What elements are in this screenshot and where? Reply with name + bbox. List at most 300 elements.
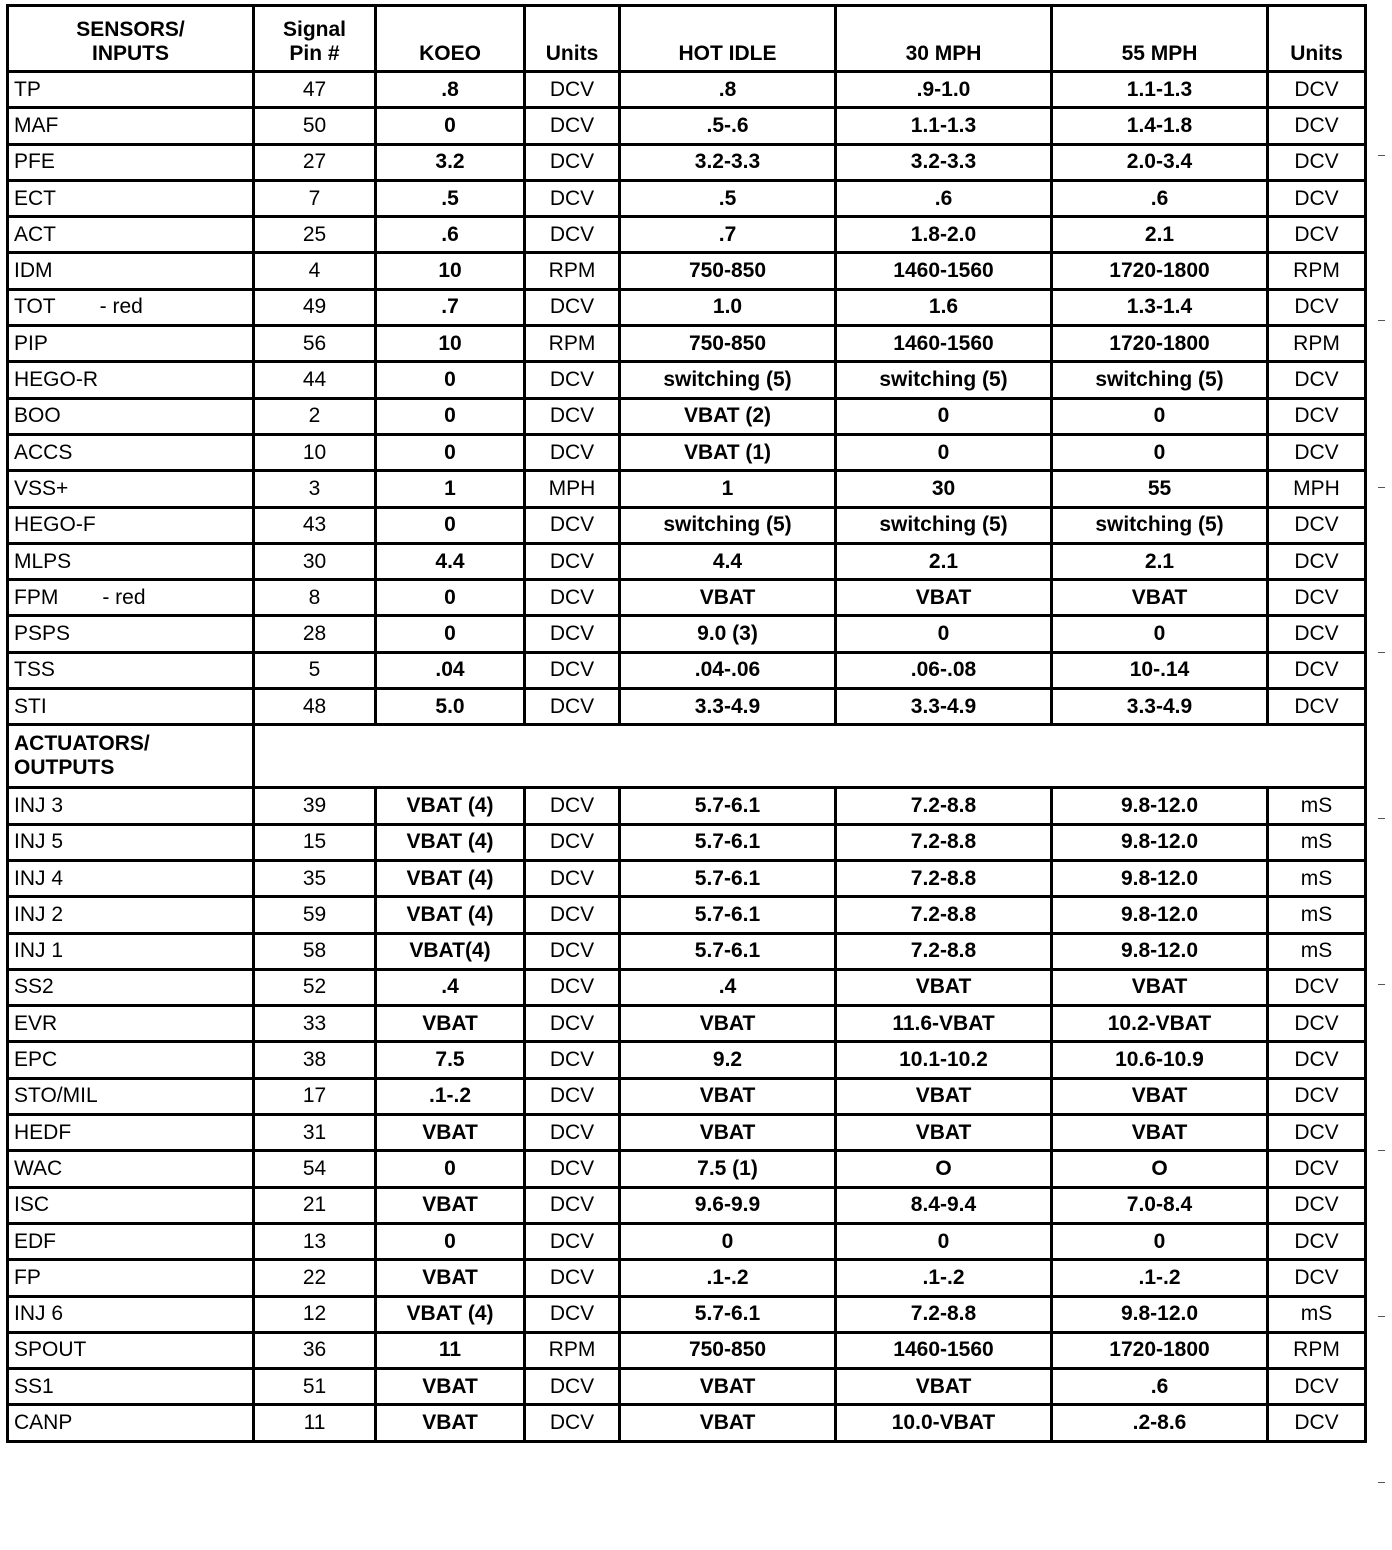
mph55-cell: VBAT: [1052, 1078, 1268, 1114]
hot-idle-cell: .1-.2: [620, 1260, 836, 1296]
units2-cell: mS: [1268, 860, 1366, 896]
pin-cell: 22: [254, 1260, 376, 1296]
component-name-cell: [8, 689, 254, 725]
units-cell: DCV: [525, 72, 620, 108]
hot-idle-cell: 5.7-6.1: [620, 897, 836, 933]
hot-idle-cell: 750-850: [620, 326, 836, 362]
pin-cell: 3: [254, 471, 376, 507]
header-sensors-inputs: [8, 6, 254, 72]
header-pin-line1: Signal: [282, 18, 346, 41]
mph30-cell: 1.1-1.3: [836, 108, 1052, 144]
component-name: SPOUT: [14, 1338, 87, 1362]
units-cell: DCV: [525, 689, 620, 725]
hot-idle-cell: VBAT: [620, 1078, 836, 1114]
component-name: HEGO-F: [14, 513, 96, 537]
mph55-cell: 2.1: [1052, 217, 1268, 253]
units2-cell: DCV: [1268, 362, 1366, 398]
mph30-cell: .1-.2: [836, 1260, 1052, 1296]
actuators-section-header: [8, 725, 1366, 788]
pin-cell: 43: [254, 507, 376, 543]
mph55-cell: .1-.2: [1052, 1260, 1268, 1296]
component-name-cell: [8, 1296, 254, 1332]
mph55-cell: 9.8-12.0: [1052, 1296, 1268, 1332]
hot-idle-cell: .5: [620, 180, 836, 216]
header-koeo: KOEO: [376, 6, 525, 72]
units2-cell: DCV: [1268, 1369, 1366, 1405]
mph55-cell: .6: [1052, 1369, 1268, 1405]
component-name-cell: [8, 788, 254, 824]
units2-cell: DCV: [1268, 180, 1366, 216]
koeo-cell: .6: [376, 217, 525, 253]
mph55-cell: .6: [1052, 180, 1268, 216]
koeo-cell: VBAT (4): [376, 897, 525, 933]
mph55-cell: 10-.14: [1052, 652, 1268, 688]
units-cell: DCV: [525, 543, 620, 579]
units-cell: DCV: [525, 362, 620, 398]
hot-idle-cell: 9.0 (3): [620, 616, 836, 652]
units2-cell: DCV: [1268, 1115, 1366, 1151]
component-name: STO/MIL: [14, 1084, 98, 1108]
hot-idle-cell: VBAT: [620, 1115, 836, 1151]
mph30-cell: VBAT: [836, 1369, 1052, 1405]
hot-idle-cell: .5-.6: [620, 108, 836, 144]
component-name: TSS: [14, 658, 55, 682]
mph55-cell: switching (5): [1052, 507, 1268, 543]
pin-cell: 21: [254, 1187, 376, 1223]
units-cell: RPM: [525, 326, 620, 362]
mph55-cell: 1.1-1.3: [1052, 72, 1268, 108]
mph30-cell: 3.2-3.3: [836, 144, 1052, 180]
pin-cell: 47: [254, 72, 376, 108]
mph30-cell: VBAT: [836, 1078, 1052, 1114]
mph30-cell: 0: [836, 616, 1052, 652]
margin-tick: [1378, 1316, 1385, 1317]
component-name-cell: [8, 253, 254, 289]
hot-idle-cell: VBAT: [620, 580, 836, 616]
units2-cell: DCV: [1268, 652, 1366, 688]
hot-idle-cell: .4: [620, 969, 836, 1005]
component-name: HEDF: [14, 1120, 72, 1144]
pin-cell: 52: [254, 969, 376, 1005]
koeo-cell: 0: [376, 434, 525, 470]
mph55-cell: 1720-1800: [1052, 253, 1268, 289]
units-cell: DCV: [525, 580, 620, 616]
component-name: TP: [14, 77, 41, 101]
koeo-cell: 10: [376, 326, 525, 362]
pin-cell: 38: [254, 1042, 376, 1078]
table-row: [8, 1260, 1366, 1296]
component-name-cell: [8, 108, 254, 144]
units2-cell: DCV: [1268, 1187, 1366, 1223]
component-name-cell: [8, 289, 254, 325]
units2-cell: DCV: [1268, 398, 1366, 434]
units2-cell: DCV: [1268, 1078, 1366, 1114]
pin-cell: 31: [254, 1115, 376, 1151]
mph55-cell: O: [1052, 1151, 1268, 1187]
table-row: [8, 326, 1366, 362]
mph55-cell: 3.3-4.9: [1052, 689, 1268, 725]
koeo-cell: 0: [376, 580, 525, 616]
units-cell: DCV: [525, 1187, 620, 1223]
margin-tick: [1378, 984, 1385, 985]
mph30-cell: 3.3-4.9: [836, 689, 1052, 725]
component-name: SS1: [14, 1374, 54, 1398]
units-cell: DCV: [525, 860, 620, 896]
component-name-cell: [8, 1260, 254, 1296]
koeo-cell: 0: [376, 1223, 525, 1259]
koeo-cell: VBAT (4): [376, 788, 525, 824]
koeo-cell: .8: [376, 72, 525, 108]
mph30-cell: 0: [836, 1223, 1052, 1259]
pin-cell: 4: [254, 253, 376, 289]
mph30-cell: switching (5): [836, 362, 1052, 398]
component-name: SS2: [14, 975, 54, 999]
hot-idle-cell: VBAT (2): [620, 398, 836, 434]
pin-cell: 59: [254, 897, 376, 933]
units2-cell: mS: [1268, 824, 1366, 860]
koeo-cell: 7.5: [376, 1042, 525, 1078]
table-row: [8, 144, 1366, 180]
pin-cell: 12: [254, 1296, 376, 1332]
units2-cell: mS: [1268, 788, 1366, 824]
koeo-cell: VBAT (4): [376, 860, 525, 896]
hot-idle-cell: 3.3-4.9: [620, 689, 836, 725]
pin-cell: 28: [254, 616, 376, 652]
component-name-cell: [8, 969, 254, 1005]
actuators-label-line2: OUTPUTS: [14, 756, 115, 780]
hot-idle-cell: 9.2: [620, 1042, 836, 1078]
component-name: INJ 4: [14, 866, 64, 890]
header-signal-pin: [254, 6, 376, 72]
table-row: [8, 580, 1366, 616]
units2-cell: DCV: [1268, 969, 1366, 1005]
sensors-section: [8, 72, 1366, 725]
component-name-cell: [8, 507, 254, 543]
pin-cell: 58: [254, 933, 376, 969]
mph55-cell: 2.1: [1052, 543, 1268, 579]
table-row: [8, 1369, 1366, 1405]
pin-cell: 30: [254, 543, 376, 579]
component-name-cell: [8, 180, 254, 216]
koeo-cell: .04: [376, 652, 525, 688]
table-row: [8, 507, 1366, 543]
koeo-cell: .5: [376, 180, 525, 216]
margin-tick: [1378, 818, 1385, 819]
units2-cell: mS: [1268, 897, 1366, 933]
koeo-cell: VBAT: [376, 1115, 525, 1151]
mph55-cell: 7.0-8.4: [1052, 1187, 1268, 1223]
table-row: [8, 108, 1366, 144]
pin-cell: 7: [254, 180, 376, 216]
component-name: EVR: [14, 1011, 58, 1035]
hot-idle-cell: switching (5): [620, 362, 836, 398]
mph55-cell: 10.6-10.9: [1052, 1042, 1268, 1078]
mph55-cell: switching (5): [1052, 362, 1268, 398]
koeo-cell: 0: [376, 108, 525, 144]
mph30-cell: 1.6: [836, 289, 1052, 325]
units2-cell: DCV: [1268, 507, 1366, 543]
koeo-cell: 3.2: [376, 144, 525, 180]
component-name-cell: [8, 1187, 254, 1223]
mph30-cell: O: [836, 1151, 1052, 1187]
mph30-cell: 1460-1560: [836, 253, 1052, 289]
margin-tick: [1378, 487, 1385, 488]
mph30-cell: .06-.08: [836, 652, 1052, 688]
component-name: VSS+: [14, 476, 69, 500]
header-units-1: Units: [525, 6, 620, 72]
pin-cell: 50: [254, 108, 376, 144]
component-name-cell: [8, 326, 254, 362]
koeo-cell: VBAT: [376, 1369, 525, 1405]
component-name-cell: [8, 398, 254, 434]
table-row: [8, 933, 1366, 969]
component-name: ACCS: [14, 440, 73, 464]
pin-cell: 35: [254, 860, 376, 896]
component-name-cell: [8, 144, 254, 180]
mph30-cell: VBAT: [836, 969, 1052, 1005]
units2-cell: DCV: [1268, 689, 1366, 725]
header-pin-line2: Pin #: [289, 42, 340, 65]
units-cell: DCV: [525, 1078, 620, 1114]
component-name: ISC: [14, 1193, 50, 1217]
mph55-cell: VBAT: [1052, 1115, 1268, 1151]
component-name-cell: [8, 580, 254, 616]
mph30-cell: VBAT: [836, 1115, 1052, 1151]
mph30-cell: 8.4-9.4: [836, 1187, 1052, 1223]
mph55-cell: 1.4-1.8: [1052, 108, 1268, 144]
component-name-cell: [8, 652, 254, 688]
mph55-cell: 9.8-12.0: [1052, 860, 1268, 896]
mph55-cell: 1720-1800: [1052, 326, 1268, 362]
mph30-cell: 2.1: [836, 543, 1052, 579]
table-row: [8, 289, 1366, 325]
table-row: [8, 217, 1366, 253]
component-name-cell: [8, 1042, 254, 1078]
header-hot-idle: HOT IDLE: [620, 6, 836, 72]
table-row: [8, 652, 1366, 688]
koeo-cell: .1-.2: [376, 1078, 525, 1114]
hot-idle-cell: VBAT (1): [620, 434, 836, 470]
units2-cell: DCV: [1268, 580, 1366, 616]
mph30-cell: 1460-1560: [836, 326, 1052, 362]
units2-cell: DCV: [1268, 543, 1366, 579]
mph55-cell: 9.8-12.0: [1052, 788, 1268, 824]
units-cell: DCV: [525, 108, 620, 144]
table-row: [8, 689, 1366, 725]
hot-idle-cell: 750-850: [620, 1332, 836, 1368]
mph55-cell: 0: [1052, 434, 1268, 470]
pin-cell: 54: [254, 1151, 376, 1187]
koeo-cell: 5.0: [376, 689, 525, 725]
mph55-cell: 0: [1052, 1223, 1268, 1259]
mph55-cell: 55: [1052, 471, 1268, 507]
margin-tick: [1378, 1150, 1385, 1151]
table-row: [8, 824, 1366, 860]
component-name: STI: [14, 694, 47, 718]
hot-idle-cell: 3.2-3.3: [620, 144, 836, 180]
units2-cell: DCV: [1268, 434, 1366, 470]
table-row: [8, 362, 1366, 398]
mph30-cell: 7.2-8.8: [836, 824, 1052, 860]
units-cell: DCV: [525, 1115, 620, 1151]
table-row: [8, 616, 1366, 652]
header-row: [8, 6, 1366, 72]
hot-idle-cell: 5.7-6.1: [620, 860, 836, 896]
units-cell: DCV: [525, 398, 620, 434]
component-name-cell: [8, 1151, 254, 1187]
pin-cell: 5: [254, 652, 376, 688]
hot-idle-cell: 5.7-6.1: [620, 1296, 836, 1332]
header-55-mph: 55 MPH: [1052, 6, 1268, 72]
component-name-cell: [8, 1369, 254, 1405]
table-row: [8, 434, 1366, 470]
mph55-cell: VBAT: [1052, 580, 1268, 616]
actuators-outputs-label: [8, 725, 254, 788]
actuators-header-blank: [254, 725, 1366, 788]
units-cell: DCV: [525, 434, 620, 470]
component-name-cell: [8, 471, 254, 507]
units2-cell: DCV: [1268, 217, 1366, 253]
koeo-cell: VBAT (4): [376, 1296, 525, 1332]
component-name: MAF: [14, 113, 59, 137]
table-row: [8, 969, 1366, 1005]
units2-cell: DCV: [1268, 72, 1366, 108]
hot-idle-cell: 5.7-6.1: [620, 788, 836, 824]
component-name-cell: [8, 1115, 254, 1151]
units-cell: DCV: [525, 1260, 620, 1296]
mph30-cell: 30: [836, 471, 1052, 507]
table-row: [8, 1187, 1366, 1223]
hot-idle-cell: 9.6-9.9: [620, 1187, 836, 1223]
mph30-cell: 1460-1560: [836, 1332, 1052, 1368]
units-cell: MPH: [525, 471, 620, 507]
units-cell: DCV: [525, 1405, 620, 1441]
table-row: [8, 788, 1366, 824]
units-cell: DCV: [525, 1369, 620, 1405]
mph55-cell: 9.8-12.0: [1052, 824, 1268, 860]
hot-idle-cell: VBAT: [620, 1405, 836, 1441]
units-cell: DCV: [525, 824, 620, 860]
component-name: INJ 1: [14, 939, 64, 963]
hot-idle-cell: switching (5): [620, 507, 836, 543]
table-row: [8, 860, 1366, 896]
units-cell: DCV: [525, 616, 620, 652]
component-name: PIP: [14, 331, 48, 355]
component-name-cell: [8, 1405, 254, 1441]
mph30-cell: 7.2-8.8: [836, 933, 1052, 969]
component-name-cell: [8, 72, 254, 108]
units2-cell: DCV: [1268, 1151, 1366, 1187]
component-name: INJ 5: [14, 830, 64, 854]
units-cell: DCV: [525, 507, 620, 543]
table-row: [8, 543, 1366, 579]
component-name-cell: [8, 543, 254, 579]
mph30-cell: 7.2-8.8: [836, 788, 1052, 824]
component-name-cell: [8, 434, 254, 470]
hot-idle-cell: 5.7-6.1: [620, 824, 836, 860]
units-cell: DCV: [525, 1151, 620, 1187]
units2-cell: DCV: [1268, 1405, 1366, 1441]
units-cell: DCV: [525, 217, 620, 253]
units2-cell: DCV: [1268, 1260, 1366, 1296]
koeo-cell: 0: [376, 398, 525, 434]
hot-idle-cell: 1.0: [620, 289, 836, 325]
component-name: FP: [14, 1265, 41, 1289]
component-name: TOT: [14, 295, 56, 319]
table-row: [8, 1115, 1366, 1151]
component-name-cell: [8, 824, 254, 860]
hot-idle-cell: .7: [620, 217, 836, 253]
pin-cell: 13: [254, 1223, 376, 1259]
table-row: [8, 1332, 1366, 1368]
pin-cell: 39: [254, 788, 376, 824]
component-name-cell: [8, 1078, 254, 1114]
units-cell: DCV: [525, 933, 620, 969]
units-cell: DCV: [525, 180, 620, 216]
component-name-cell: [8, 217, 254, 253]
pin-cell: 25: [254, 217, 376, 253]
pin-cell: 27: [254, 144, 376, 180]
hot-idle-cell: 4.4: [620, 543, 836, 579]
header-sensors-line2: INPUTS: [91, 42, 169, 65]
actuators-header-row: [8, 725, 1366, 788]
component-name: PFE: [14, 150, 55, 174]
units2-cell: RPM: [1268, 1332, 1366, 1368]
koeo-cell: 0: [376, 616, 525, 652]
mph55-cell: 10.2-VBAT: [1052, 1006, 1268, 1042]
pin-cell: 8: [254, 580, 376, 616]
units2-cell: DCV: [1268, 289, 1366, 325]
pin-cell: 11: [254, 1405, 376, 1441]
koeo-cell: 4.4: [376, 543, 525, 579]
mph55-cell: .2-8.6: [1052, 1405, 1268, 1441]
koeo-cell: 0: [376, 1151, 525, 1187]
table-row: [8, 72, 1366, 108]
units-cell: RPM: [525, 1332, 620, 1368]
component-name: WAC: [14, 1156, 63, 1180]
table-row: [8, 180, 1366, 216]
koeo-cell: VBAT: [376, 1260, 525, 1296]
component-name: CANP: [14, 1411, 73, 1435]
pin-cell: 51: [254, 1369, 376, 1405]
component-name-cell: [8, 897, 254, 933]
hot-idle-cell: VBAT: [620, 1369, 836, 1405]
pin-cell: 56: [254, 326, 376, 362]
units-cell: DCV: [525, 1223, 620, 1259]
koeo-cell: VBAT (4): [376, 824, 525, 860]
component-name-cell: [8, 616, 254, 652]
mph30-cell: 10.0-VBAT: [836, 1405, 1052, 1441]
units-cell: DCV: [525, 969, 620, 1005]
table-row: [8, 1405, 1366, 1441]
pin-cell: 49: [254, 289, 376, 325]
hot-idle-cell: 0: [620, 1223, 836, 1259]
table-row: [8, 253, 1366, 289]
mph55-cell: 1720-1800: [1052, 1332, 1268, 1368]
mph55-cell: 0: [1052, 616, 1268, 652]
hot-idle-cell: .04-.06: [620, 652, 836, 688]
margin-tick: [1378, 652, 1385, 653]
table-row: [8, 1296, 1366, 1332]
component-name-cell: [8, 362, 254, 398]
component-name-cell: [8, 860, 254, 896]
pin-cell: 15: [254, 824, 376, 860]
component-name-cell: [8, 1332, 254, 1368]
pin-cell: 48: [254, 689, 376, 725]
component-name-cell: [8, 1006, 254, 1042]
units2-cell: DCV: [1268, 1223, 1366, 1259]
mph30-cell: 10.1-10.2: [836, 1042, 1052, 1078]
